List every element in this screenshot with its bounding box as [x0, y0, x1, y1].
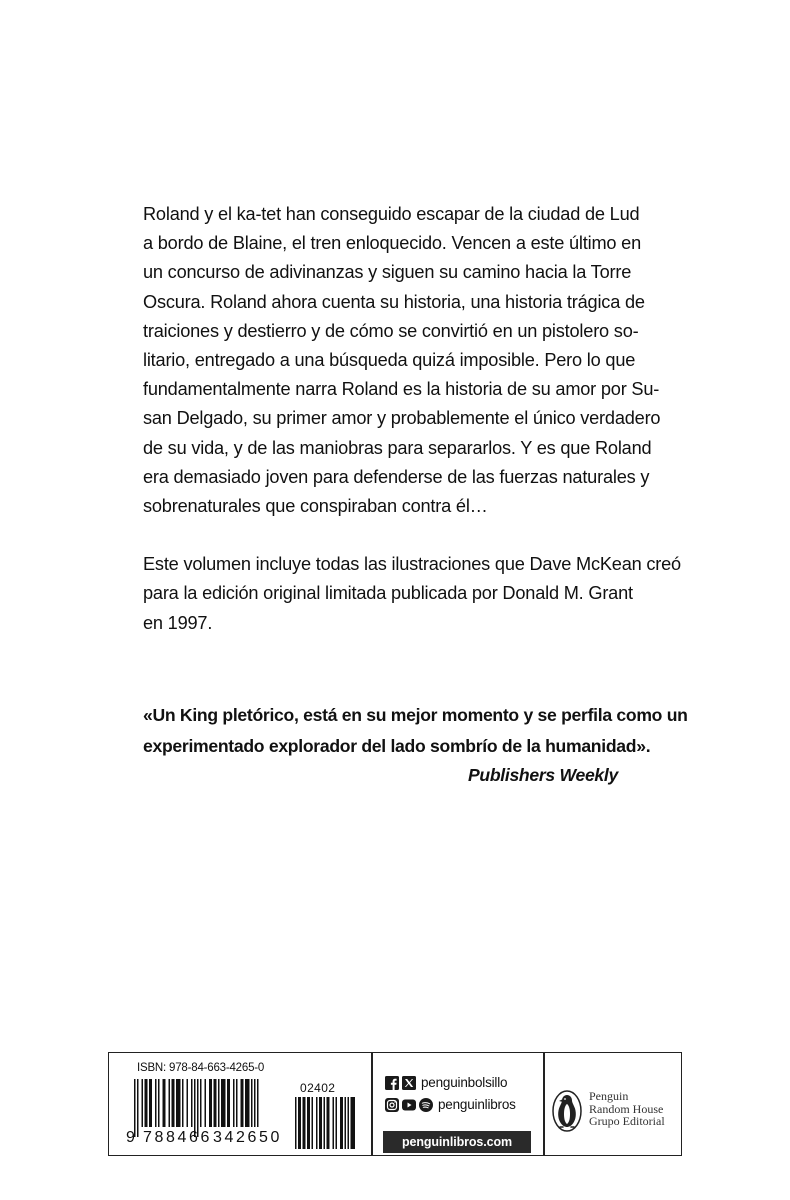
instagram-icon[interactable] [385, 1098, 399, 1112]
synopsis-line: fundamentalmente narra Roland es la historia de su amor por Su- [143, 379, 660, 400]
barcode-bar [236, 1079, 238, 1127]
x-icon[interactable] [402, 1076, 416, 1090]
paragraph-gap [143, 521, 623, 550]
barcode-bar [324, 1097, 326, 1149]
synopsis-line: un concurso de adivinanzas y siguen su camino hacia la Torre [143, 262, 632, 283]
barcode-bar [155, 1079, 157, 1127]
barcode-bar [312, 1097, 314, 1149]
isbn-barcode-block [109, 1053, 371, 1155]
barcode-bar [319, 1097, 322, 1149]
barcode-bar [209, 1079, 212, 1127]
publisher-name-line: Penguin [589, 1089, 629, 1103]
synopsis-line: Oscura. Roland ahora cuenta su historia, una historia trágica de [143, 291, 645, 312]
barcode-bar [218, 1079, 220, 1127]
barcode-right-digits: 342650 [213, 1129, 282, 1146]
publisher-name [589, 1090, 665, 1128]
barcode-bar [221, 1079, 226, 1127]
barcode-bar [200, 1079, 202, 1127]
social-handle[interactable]: penguinlibros [438, 1097, 516, 1112]
barcode-bar [169, 1079, 171, 1127]
barcode-bar [351, 1097, 356, 1149]
barcode-bar [145, 1079, 148, 1127]
barcode-bar [233, 1079, 235, 1127]
barcode-bar [345, 1097, 347, 1149]
youtube-icon[interactable] [402, 1098, 416, 1112]
barcode-bar [340, 1097, 343, 1149]
synopsis-line: sobrenaturales que conspiraban contra él… [143, 496, 488, 517]
synopsis-line: Roland y el ka-tet han conseguido escapar de la ciudad de Lud [143, 204, 640, 224]
synopsis-line: san Delgado, su primer amor y probablemente el único verdadero [143, 408, 661, 429]
social-handle[interactable]: penguinbolsillo [421, 1075, 508, 1090]
barcode-bar [205, 1079, 207, 1127]
barcode-bar [298, 1097, 301, 1149]
barcode-bar [336, 1097, 338, 1149]
social-block [373, 1053, 543, 1155]
barcode-bar [303, 1097, 306, 1149]
barcode-bar [333, 1097, 335, 1149]
barcode-bar [316, 1097, 318, 1149]
barcode-bar [142, 1079, 144, 1127]
synopsis-line: de su vida, y de las maniobras para separarlos. Y es que Roland [143, 437, 652, 458]
barcode-bar [191, 1079, 193, 1127]
illustrations-note-line: Este volumen incluye todas las ilustraciones que Dave McKean creó [143, 554, 681, 575]
addon-code: 02402 [300, 1081, 336, 1095]
barcode-bar [158, 1079, 160, 1127]
illustrations-note-line: en 1997. [143, 612, 213, 633]
isbn-label: ISBN: 978-84-663-4265-0 [137, 1062, 265, 1074]
publisher-name-line: Grupo Editorial [589, 1114, 665, 1128]
barcode-first-digit: 9 [126, 1129, 138, 1146]
barcode-left-digits: 788466 [143, 1129, 212, 1146]
barcode-bar [241, 1079, 244, 1127]
illustrations-note-line: para la edición original limitada publicada por Donald M. Grant [143, 583, 633, 604]
barcode-bar [163, 1079, 166, 1127]
website-link[interactable]: penguinlibros.com [383, 1131, 531, 1153]
barcode-bar [149, 1079, 152, 1127]
penguin-logo-icon [551, 1089, 583, 1133]
review-quote-line: «Un King pletórico, está en su mejor momento y se perfila como un [143, 705, 688, 725]
barcode-bar [214, 1079, 217, 1127]
review-quote [143, 700, 688, 762]
barcode-bar [251, 1079, 253, 1127]
social-row-libros [385, 1097, 516, 1112]
barcode-bar [187, 1079, 189, 1127]
review-quote-line: experimentado explorador del lado sombrío de la humanidad». [143, 736, 651, 756]
barcode-bar [295, 1097, 297, 1149]
facebook-icon[interactable] [385, 1076, 399, 1090]
barcode-bar [227, 1079, 230, 1127]
review-source: Publishers Weekly [467, 765, 618, 785]
synopsis-line: traiciones y destierro y de cómo se convirtió en un pistolero so- [143, 320, 639, 341]
social-row-bolsillo [385, 1075, 507, 1090]
synopsis-line: era demasiado joven para defenderse de las fuerzas naturales y [143, 466, 650, 487]
publisher-block [545, 1053, 681, 1155]
barcode-bar [348, 1097, 350, 1149]
barcode-bar [307, 1097, 310, 1149]
barcode-bar [254, 1079, 256, 1127]
barcode-bar [176, 1079, 181, 1127]
synopsis [143, 200, 681, 638]
barcode-bar [327, 1097, 330, 1149]
barcode-bar [182, 1079, 184, 1127]
back-cover-footer [108, 1052, 682, 1156]
publisher-name-line: Random House [589, 1101, 664, 1116]
barcode-bar [172, 1079, 175, 1127]
barcode-bar [257, 1079, 259, 1127]
synopsis-line: a bordo de Blaine, el tren enloquecido. Vencen a este último en [143, 233, 642, 254]
spotify-icon[interactable] [419, 1098, 433, 1112]
barcode-bar [245, 1079, 250, 1127]
addon-barcode [295, 1097, 355, 1151]
synopsis-line: litario, entregado a una búsqueda quizá imposible. Pero lo que [143, 350, 636, 371]
